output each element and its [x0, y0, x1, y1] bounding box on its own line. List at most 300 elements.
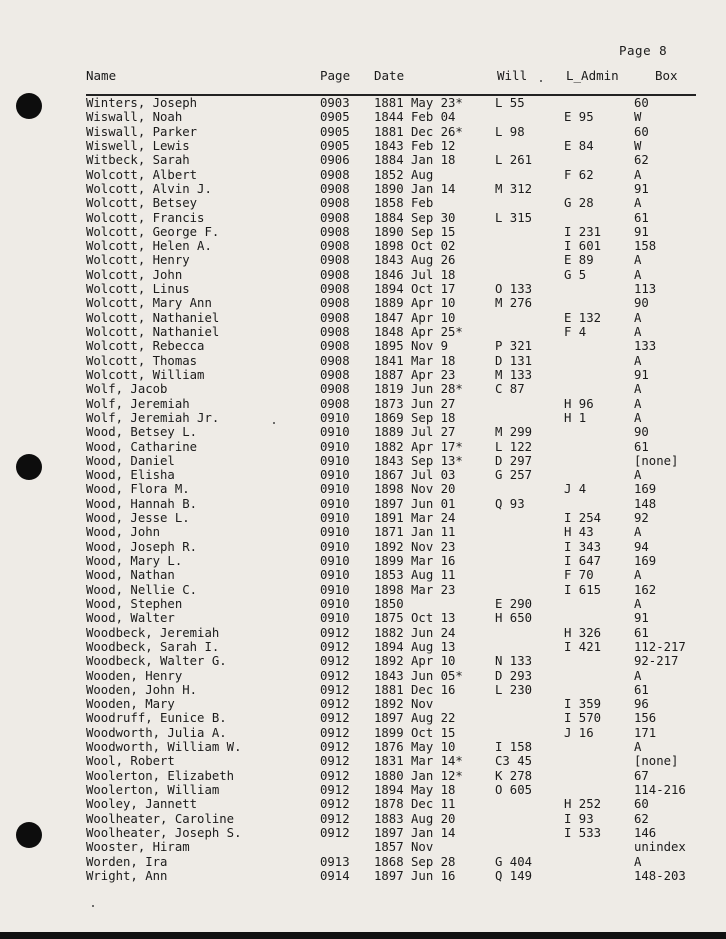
entry-name: Wood, Catharine [86, 439, 198, 454]
entry-box: 156 [634, 711, 657, 726]
entry-box: A [634, 253, 642, 268]
table-row [0, 153, 726, 167]
entry-admin: H 96 [564, 396, 594, 411]
entry-admin: J 16 [564, 725, 594, 740]
table-row [0, 683, 726, 697]
entry-page: 0908 [320, 167, 350, 182]
entry-name: Wolcott, George F. [86, 224, 220, 239]
speck [540, 80, 542, 82]
entry-page: 0912 [320, 668, 350, 683]
entry-page: 0912 [320, 682, 350, 697]
entry-admin: I 343 [564, 539, 602, 554]
entry-date: 1895 Nov 9 [374, 339, 449, 354]
entry-admin: J 4 [564, 482, 587, 497]
entry-admin: I 533 [564, 825, 602, 840]
table-row [0, 540, 726, 554]
entry-date: 1853 Aug 11 [374, 568, 456, 583]
entry-name: Woodbeck, Walter G. [86, 654, 227, 669]
entry-date: 1858 Feb [374, 196, 434, 211]
entry-date: 1884 Sep 30 [374, 210, 456, 225]
entry-page: 0913 [320, 854, 350, 869]
entry-name: Woolheater, Joseph S. [86, 825, 242, 840]
entry-will: K 278 [495, 768, 533, 783]
entry-will: C3 45 [495, 754, 533, 769]
table-row [0, 168, 726, 182]
table-row [0, 826, 726, 840]
table-row [0, 525, 726, 539]
entry-name: Wood, John [86, 525, 161, 540]
entry-page: 0910 [320, 439, 350, 454]
entry-will: M 299 [495, 425, 533, 440]
entry-name: Woodbeck, Sarah I. [86, 639, 220, 654]
entry-name: Wolcott, Mary Ann [86, 296, 212, 311]
table-row [0, 411, 726, 425]
entry-page: 0912 [320, 825, 350, 840]
entry-box: 162 [634, 582, 657, 597]
entry-box: 61 [634, 210, 649, 225]
entry-date: 1892 Nov [374, 697, 434, 712]
entry-box: 158 [634, 239, 657, 254]
header-box: Box [655, 68, 678, 83]
entry-box: 91 [634, 611, 649, 626]
entry-date: 1899 Oct 15 [374, 725, 456, 740]
entry-page: 0912 [320, 625, 350, 640]
entry-box: A [634, 740, 642, 755]
entry-date: 1898 Nov 20 [374, 482, 456, 497]
table-row [0, 726, 726, 740]
entry-name: Wolcott, John [86, 267, 183, 282]
entry-name: Wiswell, Lewis [86, 138, 190, 153]
entry-box: unindex [634, 840, 686, 855]
entry-date: 1843 Jun 05* [374, 668, 463, 683]
entry-admin: F 4 [564, 325, 587, 339]
entry-date: 1868 Sep 28 [374, 854, 456, 869]
entry-box: 91 [634, 367, 649, 382]
entry-name: Wolcott, Alvin J. [86, 181, 212, 196]
entry-box: A [634, 325, 642, 339]
table-row [0, 611, 726, 625]
entry-date: 1883 Aug 20 [374, 811, 456, 826]
entry-admin: I 231 [564, 224, 602, 239]
entry-page: 0908 [320, 353, 350, 368]
entry-name: Wood, Betsey L. [86, 425, 198, 440]
table-row [0, 253, 726, 267]
entry-date: 1852 Aug [374, 167, 434, 182]
entry-name: Wooden, Mary [86, 697, 175, 712]
entry-page: 0908 [320, 224, 350, 239]
entry-will: L 230 [495, 682, 533, 697]
entry-box: A [634, 196, 642, 211]
table-row [0, 325, 726, 339]
entry-page: 0908 [320, 181, 350, 196]
entry-name: Wolf, Jeremiah [86, 396, 190, 411]
entry-name: Wood, Hannah B. [86, 496, 198, 511]
table-row [0, 797, 726, 811]
entry-page: 0910 [320, 568, 350, 583]
table-row [0, 783, 726, 797]
table-row [0, 482, 726, 496]
entry-box: 62 [634, 811, 649, 826]
entry-page: 0912 [320, 754, 350, 769]
entry-page: 0905 [320, 138, 350, 153]
entry-name: Wood, Mary L. [86, 554, 183, 568]
entry-admin: I 359 [564, 697, 602, 712]
entry-page: 0908 [320, 367, 350, 382]
entry-name: Wolcott, Nathaniel [86, 325, 220, 339]
table-row [0, 640, 726, 654]
entry-name: Wolf, Jacob [86, 382, 168, 397]
table-row [0, 311, 726, 325]
entry-box: W [634, 138, 642, 153]
table-row [0, 110, 726, 124]
entry-will: D 131 [495, 353, 533, 368]
entry-box: 61 [634, 439, 649, 454]
entry-page: 0905 [320, 110, 350, 125]
entry-date: 1850 [374, 596, 404, 611]
entry-date: 1894 Oct 17 [374, 282, 456, 297]
table-row [0, 125, 726, 139]
entry-date: 1881 May 23* [374, 96, 463, 110]
entry-admin: E 132 [564, 310, 602, 325]
table-row [0, 497, 726, 511]
entry-admin: I 601 [564, 239, 602, 254]
entry-date: 1899 Mar 16 [374, 554, 456, 568]
header-name: Name [86, 68, 117, 83]
entry-page: 0912 [320, 797, 350, 812]
entry-admin: I 93 [564, 811, 594, 826]
entry-will: E 290 [495, 596, 533, 611]
entry-date: 1892 Nov 23 [374, 539, 456, 554]
entry-page: 0910 [320, 539, 350, 554]
entry-date: 1867 Jul 03 [374, 468, 456, 483]
table-row [0, 840, 726, 854]
entry-box: A [634, 410, 642, 425]
entry-box: 169 [634, 554, 657, 568]
entry-will: M 276 [495, 296, 533, 311]
entry-admin: E 89 [564, 253, 594, 268]
entry-name: Wolcott, Francis [86, 210, 205, 225]
entry-page: 0912 [320, 654, 350, 669]
entry-name: Wood, Elisha [86, 468, 175, 483]
entry-name: Wood, Nellie C. [86, 582, 198, 597]
entry-name: Worden, Ira [86, 854, 168, 869]
entry-box: 133 [634, 339, 657, 354]
entry-date: 1897 Jun 01 [374, 496, 456, 511]
table-row [0, 282, 726, 296]
table-row [0, 454, 726, 468]
entry-box: 62 [634, 153, 649, 168]
entry-admin: H 252 [564, 797, 602, 812]
entry-page: 0910 [320, 554, 350, 568]
page-number: Page 8 [619, 43, 668, 58]
entry-name: Woodworth, Julia A. [86, 725, 227, 740]
entry-date: 1847 Apr 10 [374, 310, 456, 325]
entry-admin: H 326 [564, 625, 602, 640]
entry-box: A [634, 267, 642, 282]
entry-name: Wooster, Hiram [86, 840, 190, 855]
entry-box: 60 [634, 797, 649, 812]
entry-box: 94 [634, 539, 649, 554]
entry-box: 146 [634, 825, 657, 840]
table-row [0, 397, 726, 411]
table-row [0, 754, 726, 768]
entry-name: Woodworth, William W. [86, 740, 242, 755]
entry-admin: I 647 [564, 554, 602, 568]
entry-page: 0914 [320, 868, 350, 883]
entry-box: 92-217 [634, 654, 679, 669]
table-row [0, 511, 726, 525]
entry-will: M 312 [495, 181, 533, 196]
entry-admin: I 421 [564, 639, 602, 654]
entry-date: 1871 Jan 11 [374, 525, 456, 540]
entry-page: 0912 [320, 811, 350, 826]
entry-box: 90 [634, 425, 649, 440]
entry-admin: E 95 [564, 110, 594, 125]
entry-will: D 297 [495, 453, 533, 468]
table-row [0, 869, 726, 883]
entry-box: A [634, 525, 642, 540]
entry-name: Wiswall, Noah [86, 110, 183, 125]
entry-page: 0910 [320, 525, 350, 540]
entry-name: Wright, Ann [86, 868, 168, 883]
entry-name: Wool, Robert [86, 754, 175, 769]
entry-name: Wolcott, Nathaniel [86, 310, 220, 325]
entry-box: A [634, 167, 642, 182]
entry-will: L 55 [495, 96, 525, 110]
table-row [0, 669, 726, 683]
entry-will: L 122 [495, 439, 533, 454]
entry-admin: F 70 [564, 568, 594, 583]
entry-name: Winters, Joseph [86, 96, 198, 110]
entry-page: 0908 [320, 253, 350, 268]
entry-page: 0910 [320, 468, 350, 483]
entry-will: O 133 [495, 282, 533, 297]
entry-box: A [634, 353, 642, 368]
entry-page: 0912 [320, 783, 350, 797]
entry-box: A [634, 854, 642, 869]
entry-page: 0908 [320, 396, 350, 411]
table-row [0, 440, 726, 454]
entry-date: 1891 Mar 24 [374, 511, 456, 526]
entry-admin: H 43 [564, 525, 594, 540]
entry-box: 60 [634, 96, 649, 110]
entry-will: G 404 [495, 854, 533, 869]
entry-date: 1819 Jun 28* [374, 382, 463, 397]
entry-will: N 133 [495, 654, 533, 669]
entry-box: 61 [634, 625, 649, 640]
entry-will: O 605 [495, 783, 533, 797]
entry-box: 169 [634, 482, 657, 497]
entry-will: H 650 [495, 611, 533, 626]
entry-page: 0910 [320, 596, 350, 611]
entry-date: 1892 Apr 10 [374, 654, 456, 669]
entry-box: A [634, 668, 642, 683]
entry-name: Wood, Nathan [86, 568, 175, 583]
header-will: Will [497, 68, 528, 83]
entry-box: A [634, 396, 642, 411]
entry-name: Wolcott, Helen A. [86, 239, 212, 254]
entry-date: 1844 Feb 04 [374, 110, 456, 125]
entry-date: 1880 Jan 12* [374, 768, 463, 783]
entry-name: Wolcott, William [86, 367, 205, 382]
entry-name: Wiswall, Parker [86, 124, 198, 139]
entry-box: 148-203 [634, 868, 686, 883]
entry-list [0, 96, 726, 883]
entry-date: 1881 Dec 26* [374, 124, 463, 139]
entry-page: 0912 [320, 639, 350, 654]
table-row [0, 225, 726, 239]
entry-name: Woolheater, Caroline [86, 811, 235, 826]
entry-date: 1846 Jul 18 [374, 267, 456, 282]
entry-name: Wood, Walter [86, 611, 175, 626]
entry-name: Wood, Joseph R. [86, 539, 198, 554]
entry-page: 0908 [320, 339, 350, 354]
table-row [0, 812, 726, 826]
entry-box: [none] [634, 754, 679, 769]
entry-page: 0910 [320, 611, 350, 626]
entry-will: M 133 [495, 367, 533, 382]
entry-admin: E 84 [564, 138, 594, 153]
entry-name: Wood, Jesse L. [86, 511, 190, 526]
entry-name: Wood, Daniel [86, 453, 175, 468]
entry-name: Woodbeck, Jeremiah [86, 625, 220, 640]
scan-edge [0, 932, 726, 939]
table-row [0, 211, 726, 225]
entry-box: 60 [634, 124, 649, 139]
entry-date: 1887 Apr 23 [374, 367, 456, 382]
entry-date: 1897 Jun 16 [374, 868, 456, 883]
entry-page: 0910 [320, 410, 350, 425]
entry-box: A [634, 568, 642, 583]
entry-page: 0908 [320, 267, 350, 282]
entry-box: W [634, 110, 642, 125]
entry-box: 61 [634, 682, 649, 697]
entry-name: Woolerton, Elizabeth [86, 768, 235, 783]
entry-name: Wolf, Jeremiah Jr. [86, 410, 220, 425]
entry-date: 1894 May 18 [374, 783, 456, 797]
entry-page: 0910 [320, 482, 350, 497]
entry-admin: F 62 [564, 167, 594, 182]
entry-name: Wood, Stephen [86, 596, 183, 611]
entry-page: 0912 [320, 725, 350, 740]
entry-will: L 315 [495, 210, 533, 225]
entry-will: G 257 [495, 468, 533, 483]
entry-date: 1884 Jan 18 [374, 153, 456, 168]
entry-date: 1897 Jan 14 [374, 825, 456, 840]
entry-date: 1831 Mar 14* [374, 754, 463, 769]
entry-name: Woolerton, William [86, 783, 220, 797]
entry-page: 0905 [320, 124, 350, 139]
entry-date: 1898 Oct 02 [374, 239, 456, 254]
entry-name: Woodruff, Eunice B. [86, 711, 227, 726]
table-row [0, 368, 726, 382]
entry-box: 113 [634, 282, 657, 297]
entry-page: 0908 [320, 239, 350, 254]
entry-page: 0910 [320, 496, 350, 511]
entry-page: 0912 [320, 768, 350, 783]
entry-date: 1843 Sep 13* [374, 453, 463, 468]
entry-date: 1898 Mar 23 [374, 582, 456, 597]
table-row [0, 769, 726, 783]
entry-page: 0910 [320, 453, 350, 468]
entry-admin: G 5 [564, 267, 587, 282]
table-row [0, 382, 726, 396]
entry-page: 0912 [320, 697, 350, 712]
entry-date: 1890 Jan 14 [374, 181, 456, 196]
entry-box: [none] [634, 453, 679, 468]
entry-admin: I 254 [564, 511, 602, 526]
table-row [0, 296, 726, 310]
table-row [0, 597, 726, 611]
table-row [0, 855, 726, 869]
table-row [0, 239, 726, 253]
entry-date: 1890 Sep 15 [374, 224, 456, 239]
entry-date: 1876 May 10 [374, 740, 456, 755]
entry-page: 0908 [320, 325, 350, 339]
entry-box: 171 [634, 725, 657, 740]
header-date: Date [374, 68, 405, 83]
entry-page: 0906 [320, 153, 350, 168]
entry-name: Wolcott, Albert [86, 167, 198, 182]
header-page: Page [320, 68, 351, 83]
entry-name: Wooden, Henry [86, 668, 183, 683]
table-row [0, 568, 726, 582]
entry-date: 1841 Mar 18 [374, 353, 456, 368]
table-row [0, 740, 726, 754]
table-row [0, 96, 726, 110]
entry-date: 1869 Sep 18 [374, 410, 456, 425]
entry-date: 1873 Jun 27 [374, 396, 456, 411]
entry-box: 92 [634, 511, 649, 526]
entry-box: A [634, 310, 642, 325]
entry-will: Q 149 [495, 868, 533, 883]
table-row [0, 425, 726, 439]
entry-name: Wood, Flora M. [86, 482, 190, 497]
entry-admin: I 570 [564, 711, 602, 726]
entry-name: Wolcott, Henry [86, 253, 190, 268]
entry-date: 1882 Apr 17* [374, 439, 463, 454]
entry-box: 114-216 [634, 783, 686, 797]
entry-will: L 261 [495, 153, 533, 168]
entry-will: L 98 [495, 124, 525, 139]
table-row [0, 697, 726, 711]
entry-date: 1881 Dec 16 [374, 682, 456, 697]
entry-page: 0912 [320, 740, 350, 755]
entry-box: A [634, 382, 642, 397]
entry-will: I 158 [495, 740, 533, 755]
entry-page: 0912 [320, 711, 350, 726]
table-row [0, 139, 726, 153]
entry-name: Wolcott, Betsey [86, 196, 198, 211]
entry-date: 1857 Nov [374, 840, 434, 855]
table-row [0, 626, 726, 640]
entry-date: 1848 Apr 25* [374, 325, 463, 339]
entry-page: 0908 [320, 310, 350, 325]
entry-admin: G 28 [564, 196, 594, 211]
entry-page: 0908 [320, 282, 350, 297]
header-admin: L_Admin [566, 68, 619, 83]
table-row [0, 339, 726, 353]
entry-will: C 87 [495, 382, 525, 397]
entry-date: 1894 Aug 13 [374, 639, 456, 654]
entry-page: 0903 [320, 96, 350, 110]
entry-will: Q 93 [495, 496, 525, 511]
entry-page: 0908 [320, 296, 350, 311]
entry-name: Witbeck, Sarah [86, 153, 190, 168]
entry-name: Wolcott, Thomas [86, 353, 198, 368]
entry-date: 1897 Aug 22 [374, 711, 456, 726]
entry-box: A [634, 468, 642, 483]
